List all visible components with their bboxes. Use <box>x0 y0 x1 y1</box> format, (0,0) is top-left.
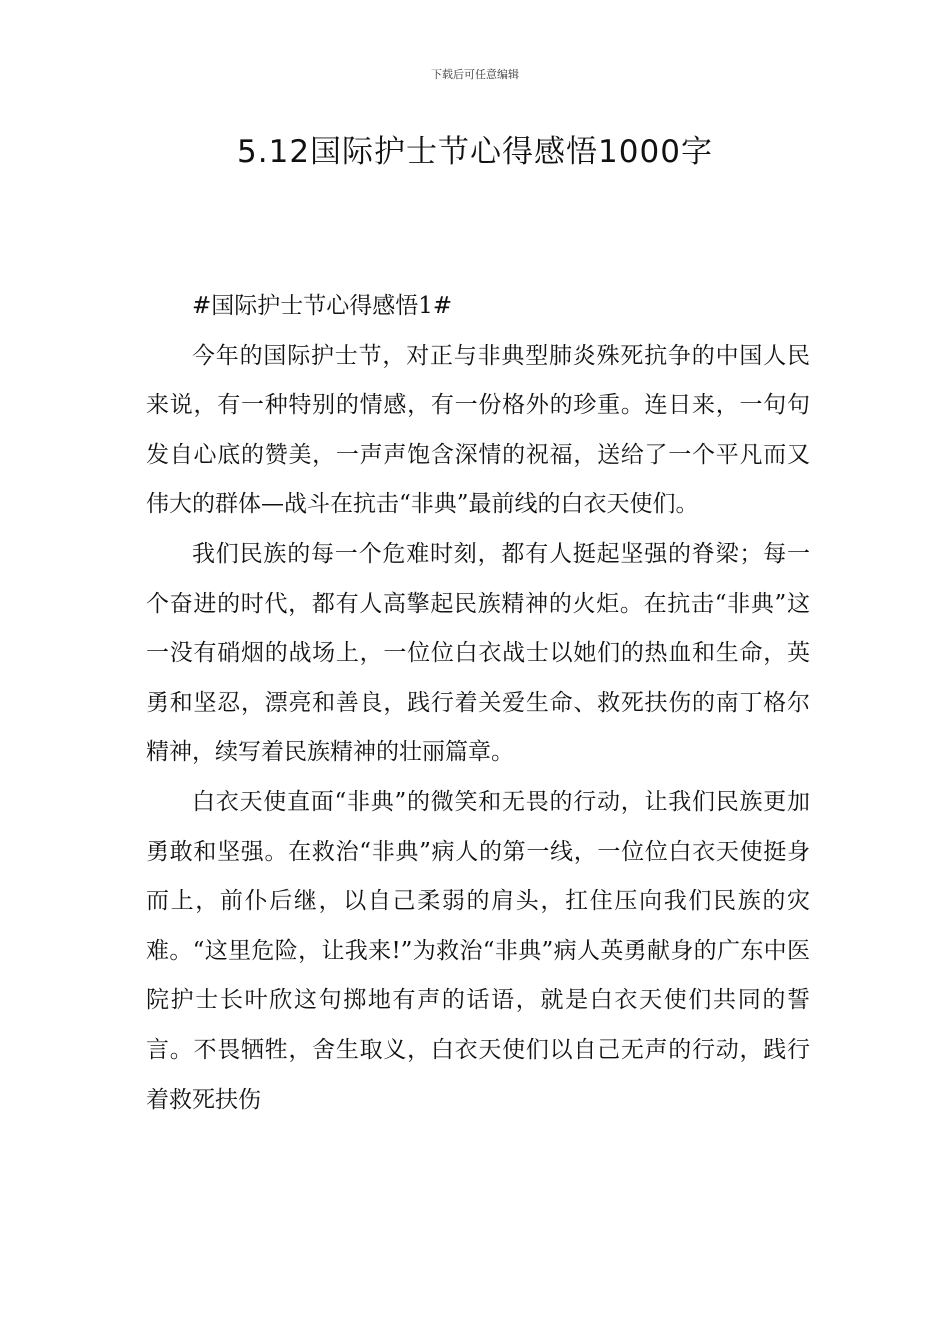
paragraph: 我们民族的每一个危难时刻，都有人挺起坚强的脊梁；每一个奋进的时代，都有人高擎起民族精神的火炬。在抗击“非典”这一没有硝烟的战场上，一位位白衣战士以她们的热血和生命，英勇和坚忍，漂亮和善良，践行着关爱生命、救死扶伤的南丁格尔精神，续写着民族精神的壮丽篇章。 <box>146 540 810 766</box>
document-title: 5.12国际护士节心得感悟1000字 <box>237 134 713 170</box>
paragraph: 白衣天使直面“非典”的微笑和无畏的行动，让我们民族更加勇敢和坚强。在救治“非典”病人的第一线，一位位白衣天使挺身而上，前仆后继，以自己柔弱的肩头，扛住压向我们民族的灾难。“这里危险，让我来!”为救治“非典”病人英勇献身的广东中医院护士长叶欣这句掷地有声的话语，就是白衣天使们共同的誓言。不畏牺牲，舍生取义，白衣天使们以自己无声的行动，践行着救死扶伤 <box>146 788 810 1113</box>
header-note: 下载后可任意编辑 <box>431 68 519 81</box>
section-heading: #国际护士节心得感悟1# <box>192 293 453 319</box>
paragraph: 今年的国际护士节，对正与非典型肺炎殊死抗争的中国人民来说，有一种特别的情感，有一份格外的珍重。连日来，一句句发自心底的赞美，一声声饱含深情的祝福，送给了一个平凡而又伟大的群体—战斗在抗击“非典”最前线的白衣天使们。 <box>146 342 810 518</box>
document-body <box>146 282 810 1125</box>
